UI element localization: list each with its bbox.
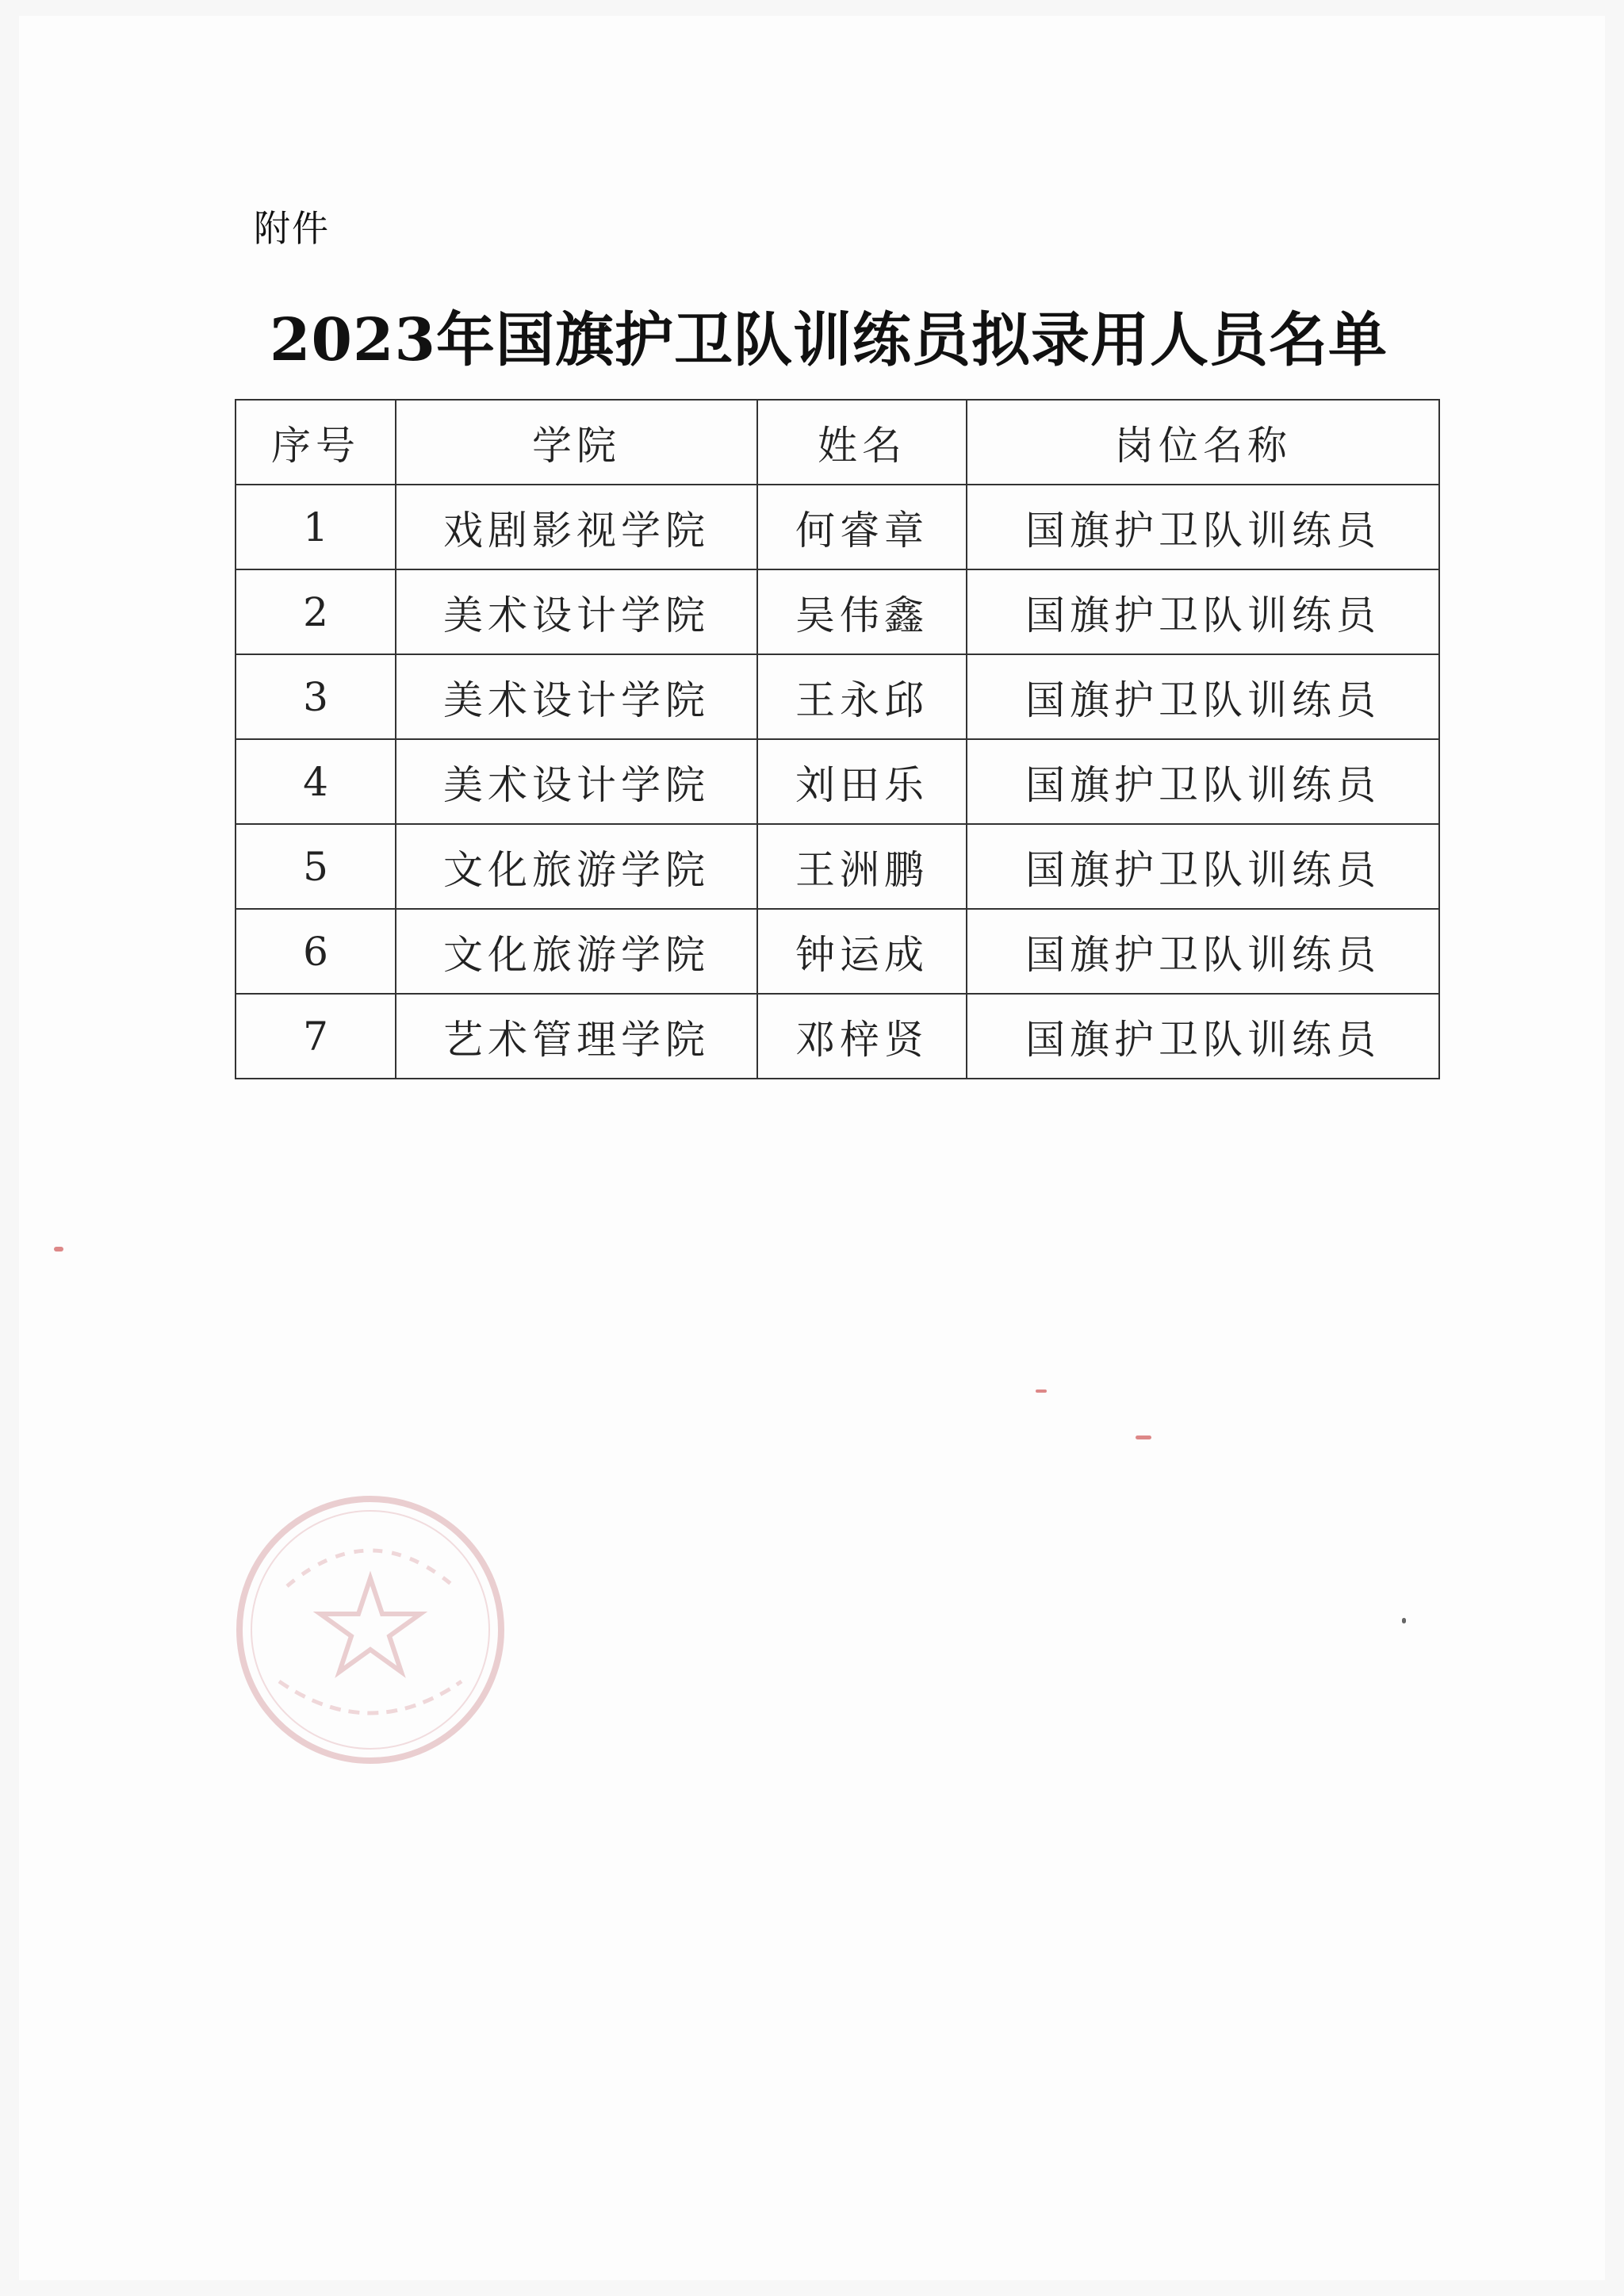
row-index: 3	[236, 654, 396, 739]
table-row	[236, 654, 1439, 739]
row-name: 王洲鹏	[757, 824, 967, 909]
row-college: 文化旅游学院	[396, 824, 757, 909]
row-index: 2	[236, 569, 396, 654]
scan-speck	[54, 1247, 63, 1251]
header-college: 学院	[396, 400, 757, 485]
row-name: 邓梓贤	[757, 994, 967, 1079]
table-header-row	[236, 400, 1439, 485]
row-index: 5	[236, 824, 396, 909]
attachment-label: 附件	[254, 207, 330, 250]
header-position: 岗位名称	[967, 400, 1439, 485]
document-title: 2023年国旗护卫队训练员拟录用人员名单	[270, 306, 1388, 374]
scan-speck	[1036, 1389, 1047, 1393]
table-row	[236, 994, 1439, 1079]
table-row	[236, 569, 1439, 654]
row-position: 国旗护卫队训练员	[967, 909, 1439, 994]
row-name: 吴伟鑫	[757, 569, 967, 654]
scan-speck	[1402, 1618, 1406, 1623]
row-college: 文化旅游学院	[396, 909, 757, 994]
row-position: 国旗护卫队训练员	[967, 994, 1439, 1079]
row-index: 1	[236, 485, 396, 569]
row-college: 戏剧影视学院	[396, 485, 757, 569]
table-row	[236, 485, 1439, 569]
row-position: 国旗护卫队训练员	[967, 739, 1439, 824]
row-college: 美术设计学院	[396, 654, 757, 739]
row-index: 4	[236, 739, 396, 824]
row-position: 国旗护卫队训练员	[967, 824, 1439, 909]
row-name: 刘田乐	[757, 739, 967, 824]
row-college: 美术设计学院	[396, 569, 757, 654]
row-college: 美术设计学院	[396, 739, 757, 824]
table-row	[236, 739, 1439, 824]
row-index: 6	[236, 909, 396, 994]
roster-table	[235, 399, 1440, 1079]
header-index: 序号	[236, 400, 396, 485]
row-position: 国旗护卫队训练员	[967, 654, 1439, 739]
scan-speck	[1136, 1435, 1151, 1439]
row-college: 艺术管理学院	[396, 994, 757, 1079]
row-index: 7	[236, 994, 396, 1079]
row-name: 王永邱	[757, 654, 967, 739]
row-position: 国旗护卫队训练员	[967, 485, 1439, 569]
header-name: 姓名	[757, 400, 967, 485]
row-name: 何睿章	[757, 485, 967, 569]
table-row	[236, 824, 1439, 909]
row-name: 钟运成	[757, 909, 967, 994]
table-row	[236, 909, 1439, 994]
row-position: 国旗护卫队训练员	[967, 569, 1439, 654]
red-star-seal-icon	[232, 1491, 509, 1769]
